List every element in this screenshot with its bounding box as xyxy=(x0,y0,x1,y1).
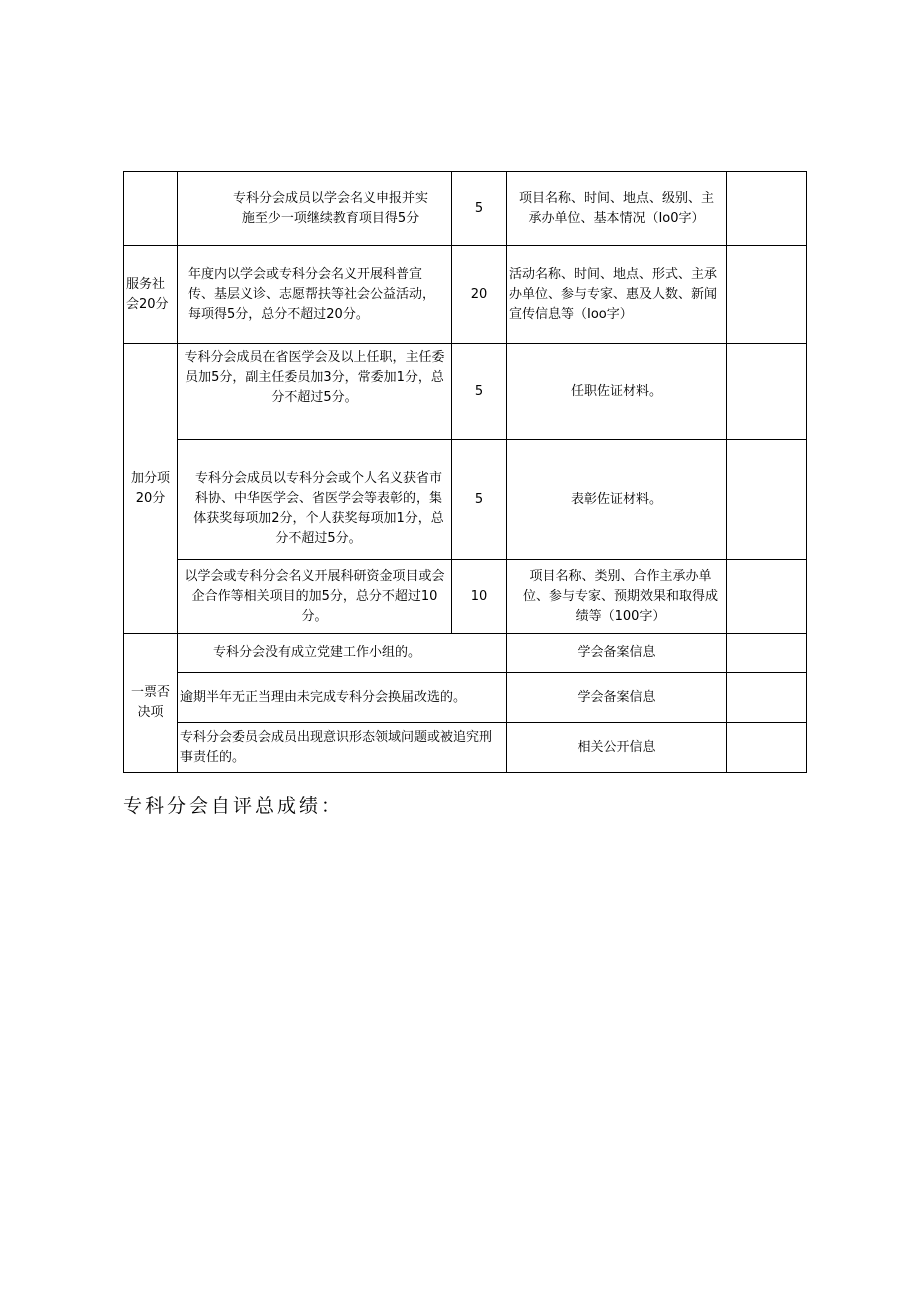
criterion-cell: 年度内以学会或专科分会名义开展科普宣传、基层义诊、志愿帮扶等社会公益活动，每项得5分，总分不超过20分。 xyxy=(178,246,452,344)
score-cell: 5 xyxy=(452,172,507,246)
criterion-cell: 专科分会成员以专科分会或个人名义获省市科协、中华医学会、省医学会等表彰的，集体获奖每项加2分，个人获奖每项加1分，总分不超过5分。 xyxy=(178,440,452,560)
table-row xyxy=(124,172,807,246)
self-score-cell[interactable] xyxy=(727,673,807,723)
materials-cell: 项目名称、时间、地点、级别、主承办单位、基本情况（Io0字） xyxy=(507,172,727,246)
category-cell: 一票否决项 xyxy=(124,634,178,773)
table-row xyxy=(124,560,807,634)
criterion-cell: 专科分会成员在省医学会及以上任职，主任委员加5分，副主任委员加3分，常委加1分，总分不超过5分。 xyxy=(178,344,452,440)
materials-cell: 相关公开信息 xyxy=(507,723,727,773)
category-cell xyxy=(124,172,178,246)
self-score-cell[interactable] xyxy=(727,723,807,773)
table-row xyxy=(124,246,807,344)
self-evaluation-total-label: 专科分会自评总成绩： xyxy=(123,795,344,817)
table-row xyxy=(124,440,807,560)
self-score-cell[interactable] xyxy=(727,344,807,440)
table-row xyxy=(124,723,807,773)
self-score-cell[interactable] xyxy=(727,560,807,634)
self-score-cell[interactable] xyxy=(727,172,807,246)
score-cell: 5 xyxy=(452,344,507,440)
score-cell: 20 xyxy=(452,246,507,344)
criterion-cell: 逾期半年无正当理由未完成专科分会换届改选的。 xyxy=(178,673,507,723)
score-cell: 5 xyxy=(452,440,507,560)
materials-cell: 任职佐证材料。 xyxy=(507,344,727,440)
score-cell: 10 xyxy=(452,560,507,634)
materials-cell: 项目名称、类别、合作主承办单位、参与专家、预期效果和取得成绩等（100字） xyxy=(507,560,727,634)
table-row xyxy=(124,344,807,440)
criterion-cell: 以学会或专科分会名义开展科研资金项目或会企合作等相关项目的加5分，总分不超过10分。 xyxy=(178,560,452,634)
category-cell: 加分项20分 xyxy=(124,344,178,634)
materials-cell: 学会备案信息 xyxy=(507,673,727,723)
criterion-cell: 专科分会委员会成员出现意识形态领域问题或被追究刑事责任的。 xyxy=(178,723,507,773)
materials-cell: 学会备案信息 xyxy=(507,634,727,673)
self-score-cell[interactable] xyxy=(727,246,807,344)
table-row xyxy=(124,634,807,673)
self-score-cell[interactable] xyxy=(727,440,807,560)
self-score-cell[interactable] xyxy=(727,634,807,673)
criterion-cell: 专科分会成员以学会名义申报并实施至少一项继续教育项目得5分 xyxy=(178,172,452,246)
table-row xyxy=(124,673,807,723)
category-cell: 服务社会20分 xyxy=(124,246,178,344)
materials-cell: 表彰佐证材料。 xyxy=(507,440,727,560)
materials-cell: 活动名称、时间、地点、形式、主承办单位、参与专家、惠及人数、新闻宣传信息等（Ioo字） xyxy=(507,246,727,344)
evaluation-table xyxy=(123,171,807,773)
criterion-cell: 专科分会没有成立党建工作小组的。 xyxy=(178,634,507,673)
